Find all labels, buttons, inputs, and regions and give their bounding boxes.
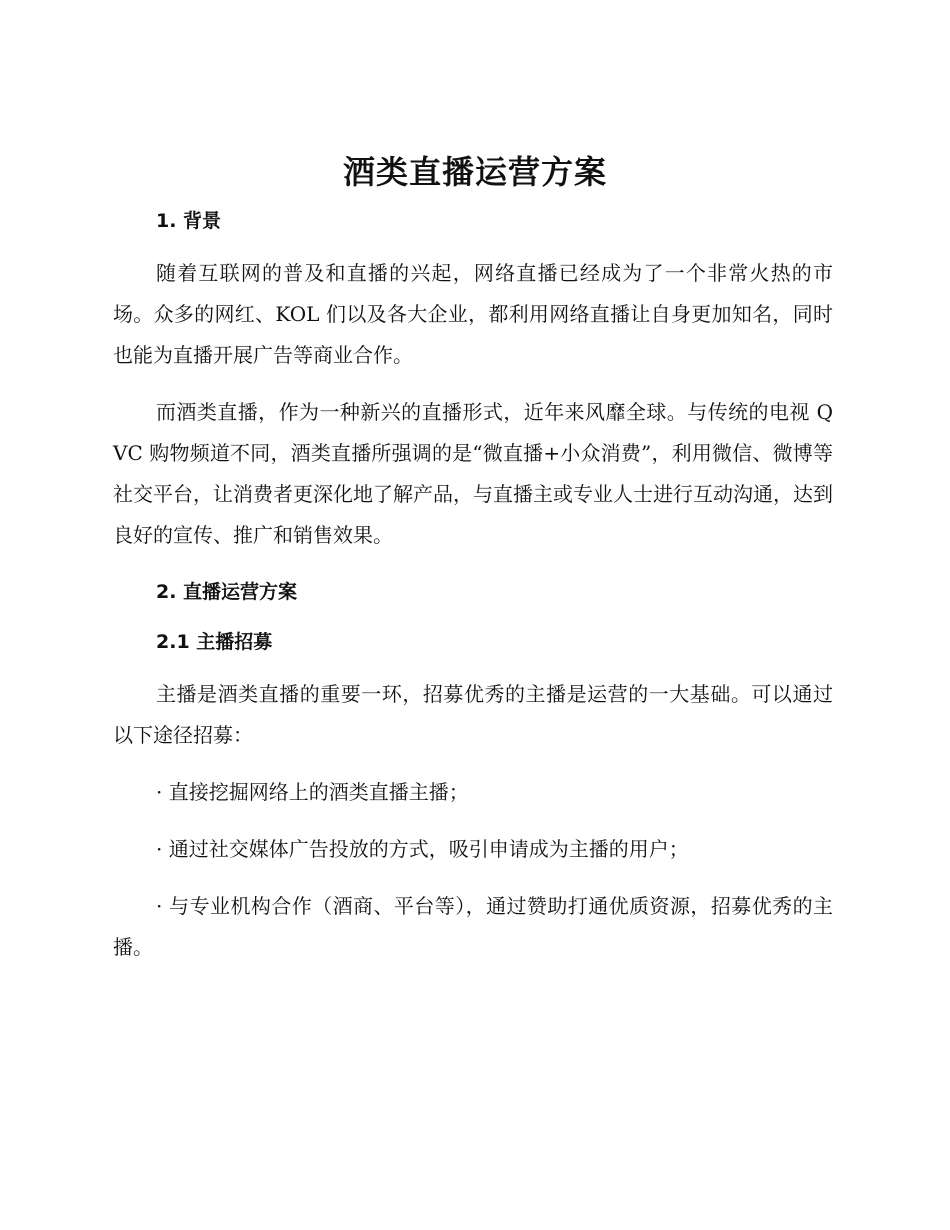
subsection-heading-host-recruitment: 2.1 主播招募 bbox=[156, 631, 273, 653]
bullet-item-social-ads: · 通过社交媒体广告投放的方式，吸引申请成为主播的用户； bbox=[156, 837, 689, 861]
paragraph-recruitment-intro: 主播是酒类直播的重要一环，招募优秀的主播是运营的一大基础。可以通过以下途径招募： bbox=[113, 682, 833, 747]
bullet-item-direct-discovery: · 直接挖掘网络上的酒类直播主播； bbox=[156, 780, 469, 804]
paragraph-background-1: 随着互联网的普及和直播的兴起，网络直播已经成为了一个非常火热的市场。众多的网红、KOL 们以及各大企业，都利用网络直播让自身更加知名，同时也能为直播开展广告等商业合作。 bbox=[113, 261, 833, 367]
paragraph-background-2: 而酒类直播，作为一种新兴的直播形式，近年来风靡全球。与传统的电视 QVC 购物频道不同，酒类直播所强调的是“微直播+小众消费”，利用微信、微博等社交平台，让消费者更深化地了解产品，与直播主或专业人士进行互动沟通，达到良好的宣传、推广和销售效果。 bbox=[113, 400, 833, 547]
bullet-item-institution-partnership: · 与专业机构合作（酒商、平台等），通过赞助打通优质资源，招募优秀的主播。 bbox=[113, 894, 833, 959]
section-heading-background: 1. 背景 bbox=[156, 210, 222, 232]
section-heading-operation-plan: 2. 直播运营方案 bbox=[156, 581, 298, 603]
document-title: 酒类直播运营方案 bbox=[342, 153, 607, 191]
document-body bbox=[113, 203, 833, 968]
